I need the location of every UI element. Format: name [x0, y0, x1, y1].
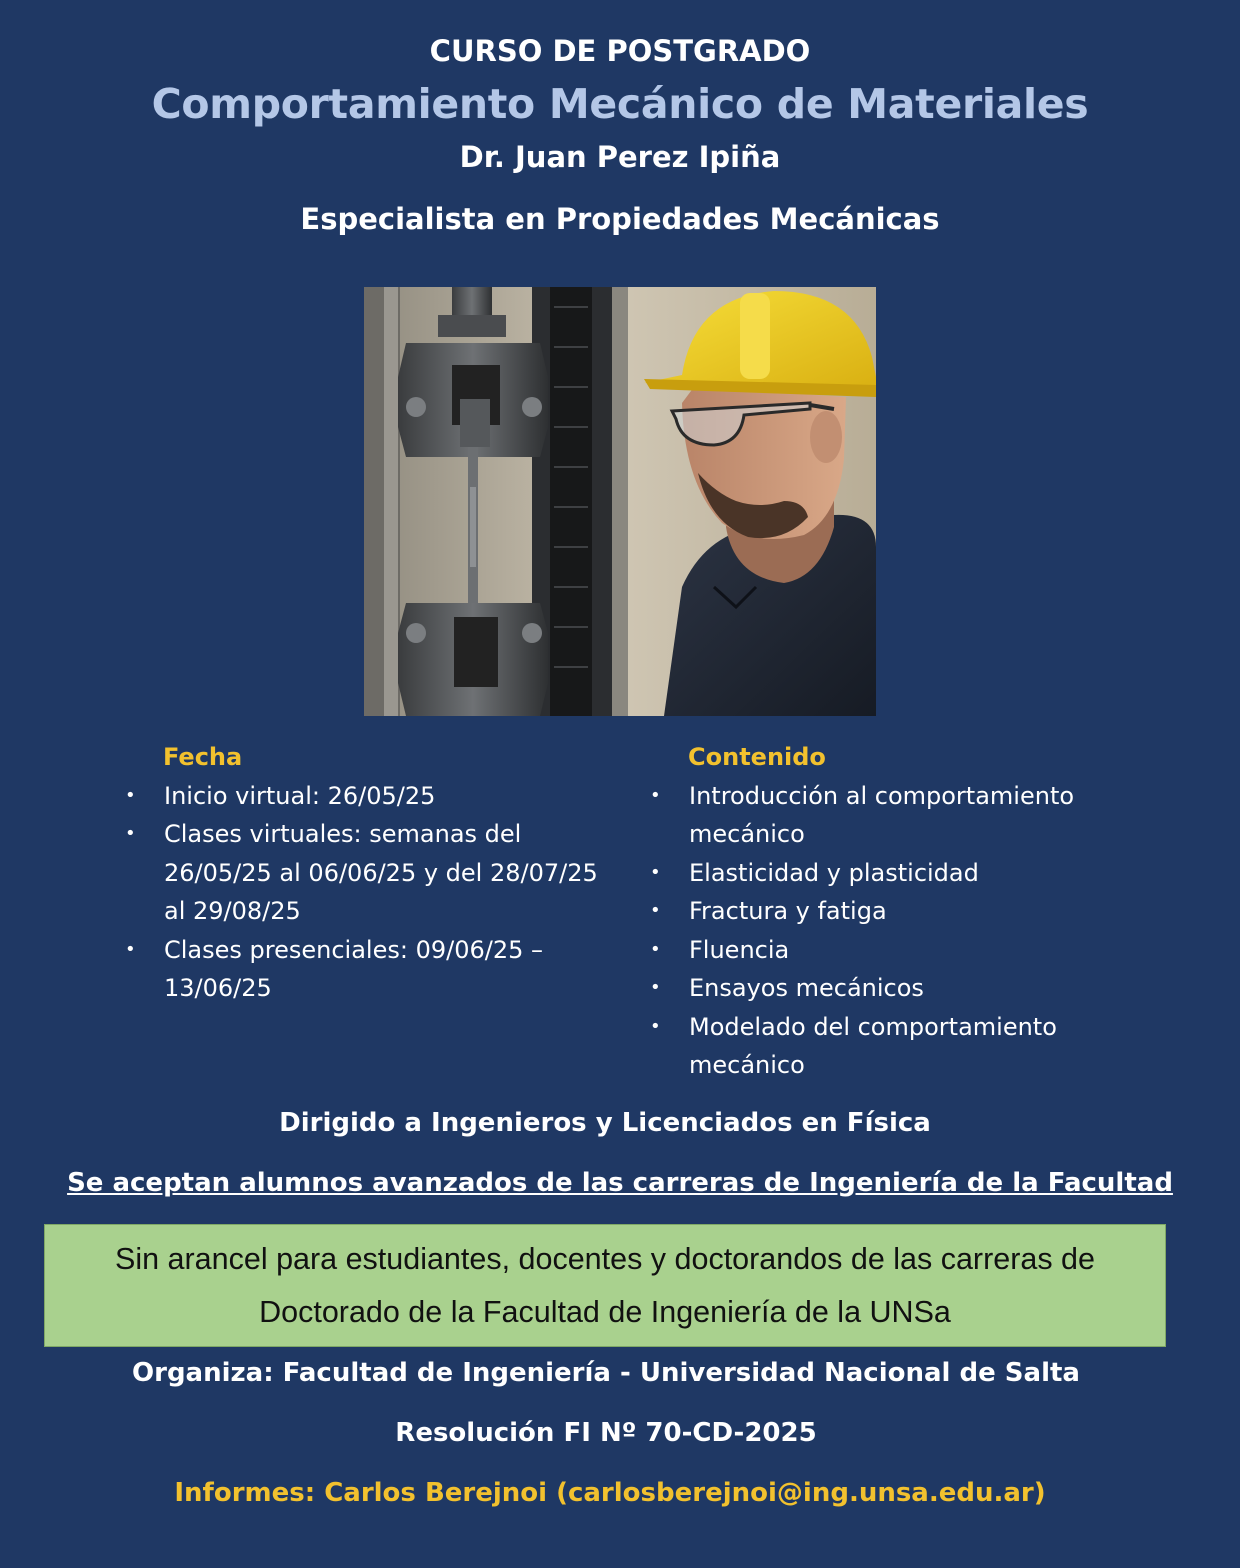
contents-list [645, 777, 1105, 1085]
dates-column [120, 738, 620, 1008]
instructor-specialty: Especialista en Propiedades Mecánicas [300, 202, 940, 236]
list-item: • Inicio virtual: 26/05/25 [120, 777, 620, 816]
dates-heading: Fecha [163, 743, 243, 771]
contact-info: Informes: Carlos Berejnoi (carlosberejnoi@ing.unsa.edu.ar) [174, 1478, 1046, 1508]
free-notice-line-2: Doctorado de la Facultad de Ingeniería de la UNSa [259, 1295, 951, 1329]
list-item: • Elasticidad y plasticidad [645, 854, 1105, 893]
organizer: Organiza: Facultad de Ingeniería - Universidad Nacional de Salta [132, 1358, 1080, 1388]
contents-heading: Contenido [688, 743, 826, 771]
lab-photo [364, 287, 876, 716]
list-item: • Introducción al comportamiento mecánico [645, 777, 1105, 854]
contents-column [645, 738, 1105, 1085]
free-notice-line-1: Sin arancel para estudiantes, docentes y doctorandos de las carreras de [115, 1242, 1095, 1276]
accepted-students-note: Se aceptan alumnos avanzados de las carreras de Ingeniería de la Facultad [67, 1168, 1173, 1198]
free-tuition-notice [44, 1224, 1166, 1347]
list-item: • Clases presenciales: 09/06/25 – 13/06/25 [120, 931, 620, 1008]
list-item: • Clases virtuales: semanas del 26/05/25 al 06/06/25 y del 28/07/25 al 29/08/25 [120, 815, 620, 931]
target-audience: Dirigido a Ingenieros y Licenciados en Física [279, 1108, 931, 1138]
list-item: • Fluencia [645, 931, 1105, 970]
list-item: • Modelado del comportamiento mecánico [645, 1008, 1105, 1085]
resolution-number: Resolución FI Nº 70-CD-2025 [395, 1418, 817, 1448]
list-item: • Ensayos mecánicos [645, 969, 1105, 1008]
tensile-test-illustration [364, 287, 876, 716]
course-kicker: CURSO DE POSTGRADO [429, 34, 811, 68]
list-item: • Fractura y fatiga [645, 892, 1105, 931]
instructor-name: Dr. Juan Perez Ipiña [459, 140, 781, 174]
dates-list [120, 777, 620, 1008]
course-title: Comportamiento Mecánico de Materiales [151, 80, 1089, 128]
